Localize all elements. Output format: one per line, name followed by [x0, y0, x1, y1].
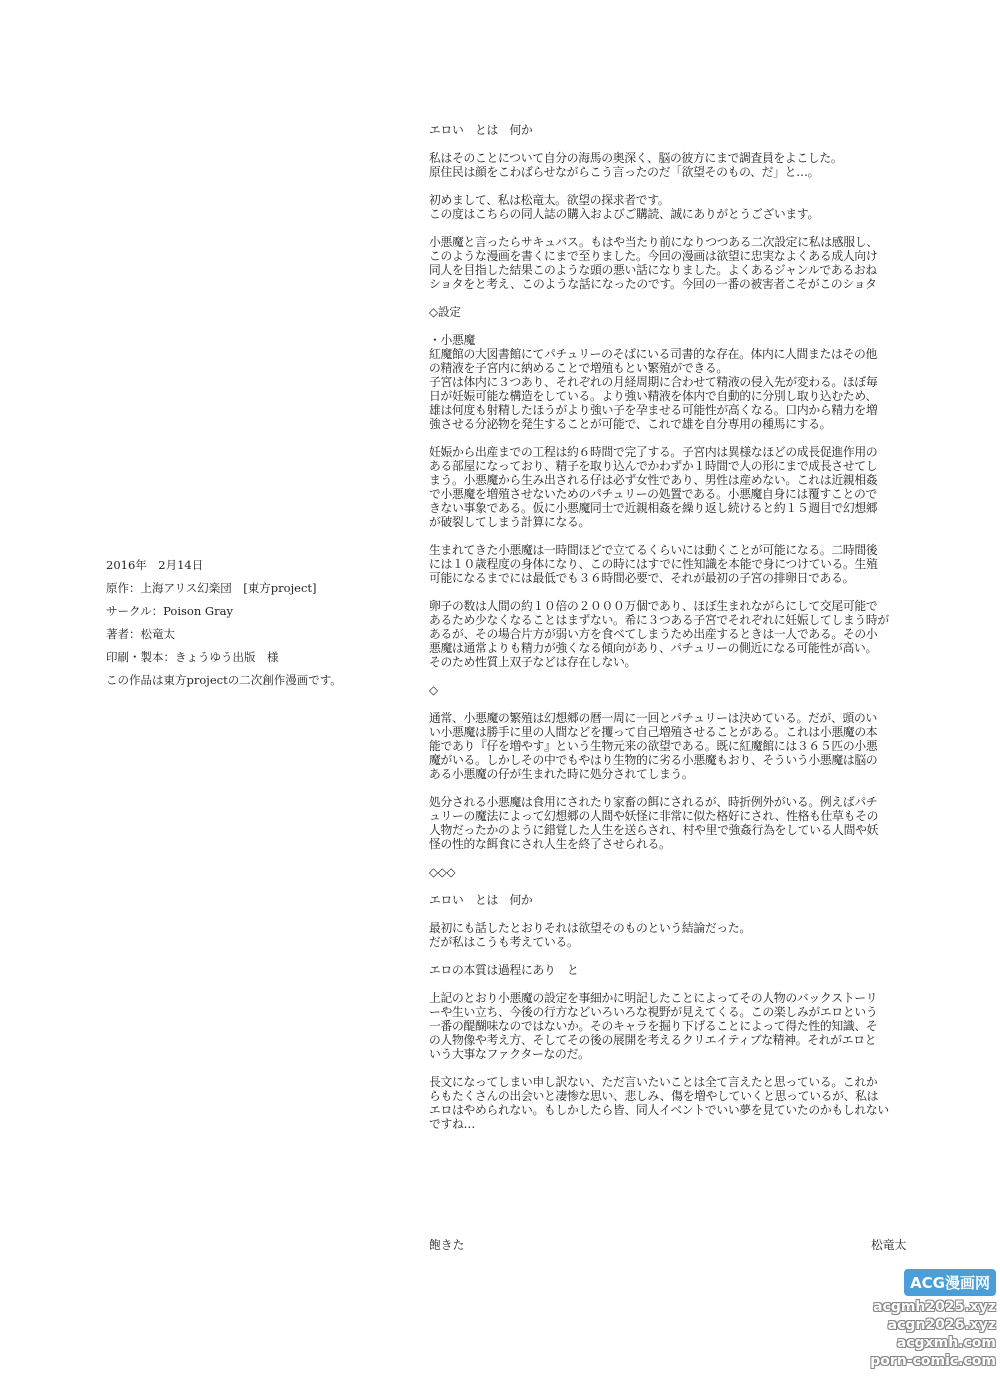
- text-line: 能であり『仔を増やす』という生物元来の欲望である。既に紅魔館には３６５匹の小悪: [429, 739, 878, 753]
- paragraph: [429, 599, 919, 669]
- text-line: い小悪魔は勝手に里の人間などを攫って自己増殖させることがある。これは小悪魔の本: [429, 725, 878, 739]
- text-line: だが私はこうも考えている。: [429, 935, 579, 949]
- text-line: エロい とは 何か: [429, 893, 533, 907]
- paragraph: [429, 333, 919, 431]
- watermark-url: acgmh2025.xyz: [873, 1299, 996, 1315]
- paragraph: [429, 991, 919, 1061]
- text-line: 子宮は体内に３つあり、それぞれの月経周期に合わせて精液の侵入先が変わる。ほぼ毎: [429, 375, 878, 389]
- text-line: ◇◇◇: [429, 865, 456, 879]
- text-line: 雄は何度も射精したほうがより強い子を孕ませる可能性が高くなる。口内から精力を増: [429, 403, 878, 417]
- paragraph: [429, 963, 919, 977]
- signoff-author: 松竜太: [871, 1238, 907, 1252]
- text-line: エロはやめられない。もしかしたら皆、同人イベントでいい夢を見ていたのかもしれない: [429, 1103, 889, 1117]
- paragraph: [429, 305, 919, 319]
- text-line: エロの本質は過程にあり と: [429, 963, 579, 977]
- text-line: 人物だったかのように錯覚した人生を送らされ、村や里で強姦行為をしている人間や妖: [429, 823, 879, 837]
- text-line: 可能になるまでには最低でも３６時間必要で、それが最初の子宮の排卵日である。: [429, 571, 855, 585]
- text-line: あるため少なくなることはまずない。希に３つある子宮でそれぞれに妊娠してしまう時が: [429, 613, 889, 627]
- text-line: 初めまして、私は松竜太。欲望の探求者です。: [429, 193, 670, 207]
- paragraph: [429, 865, 919, 879]
- text-line: が破裂してしまう計算になる。: [429, 515, 590, 529]
- paragraph: [429, 893, 919, 907]
- paragraph: [429, 711, 919, 781]
- text-line: 私はそのことについて自分の海馬の奥深く、脳の彼方にまで調査員をよこした。: [429, 151, 843, 165]
- text-line: ですね…: [429, 1117, 475, 1131]
- text-line: あるが、その場合片方が弱い方を食べてしまうため出産するときは一人である。その小: [429, 627, 878, 641]
- text-line: きない事象である。仮に小悪魔同士で近親相姦を繰り返し続けると約１５週目で幻想郷: [429, 501, 878, 515]
- text-line: 卵子の数は人間の約１０倍の２０００万個であり、ほぼ生まれながらにして交尾可能で: [429, 599, 878, 613]
- text-line: の人物像や考え方、そしてその後の展開を考えるクリエイティブな精神。それがエロと: [429, 1033, 877, 1047]
- text-line: まう。小悪魔から生み出される仔は必ず女性であり、男性は産めない。これは近親相姦: [429, 473, 878, 487]
- text-line: で小悪魔を増殖させないためのパチュリーの処置である。小悪魔自身には覆すことので: [429, 487, 878, 501]
- text-line: 怪の性的な餌食にされ人生を終了させられる。: [429, 837, 671, 851]
- colophon-original: 原作：上海アリス幻楽団 [東方project]: [106, 581, 317, 595]
- text-line: 紅魔館の大図書館にてパチュリーのそばにいる司書的な存在。体内に人間またはその他: [429, 347, 878, 361]
- watermark-url: acgxmh.com: [896, 1335, 996, 1351]
- text-line: 生まれてきた小悪魔は一時間ほどで立てるくらいには動くことが可能になる。二時間後: [429, 543, 878, 557]
- colophon-circle: サークル：Poison Gray: [106, 604, 233, 618]
- text-line: 強させる分泌物を発生することが可能で、これで雄を自分専用の種馬にする。: [429, 417, 832, 431]
- text-line: 妊娠から出産までの工程は約６時間で完了する。子宮内は異様なほどの成長促進作用の: [429, 445, 878, 459]
- text-line: ある小悪魔の仔が生まれた時に処分されてしまう。: [429, 767, 694, 781]
- text-line: いう大事なファクターなのだ。: [429, 1047, 590, 1061]
- paragraph: [429, 193, 919, 221]
- text-line: ・小悪魔: [429, 333, 475, 347]
- text-line: 魔がいる。しかしその中でもやはり生物的に劣る小悪魔もおり、そういう小悪魔は脳の: [429, 753, 878, 767]
- watermark-url: porn-comic.com: [870, 1353, 996, 1369]
- text-line: 上記のとおり小悪魔の設定を事細かに明記したことによってその人物のバックストーリ: [429, 991, 878, 1005]
- text-line: ーや生い立ち、今後の行方などいろいろな視野が見えてくる。この楽しみがエロという: [429, 1005, 878, 1019]
- paragraph: [429, 445, 919, 529]
- text-line: 処分される小悪魔は食用にされたり家畜の餌にされるが、時折例外がいる。例えばパチ: [429, 795, 878, 809]
- paragraph: [429, 123, 919, 137]
- text-line: そのため性質上双子などは存在しない。: [429, 655, 636, 669]
- watermark-logo: ACG漫画网: [904, 1269, 996, 1296]
- paragraph: [429, 543, 919, 585]
- text-line: ショタをと考え、このような話になったのです。今回の一番の被害者こそがこのショタ: [429, 277, 877, 291]
- text-line: 一番の醍醐味なのではないか。そのキャラを掘り下げることによって得た性的知識、そ: [429, 1019, 878, 1033]
- colophon-note: この作品は東方projectの二次創作漫画です。: [106, 673, 342, 687]
- paragraph: [429, 683, 919, 697]
- site-watermark: [866, 1269, 996, 1399]
- text-line: 悪魔は通常よりも精力が強くなる傾向があり、パチュリーの側近になる可能性が高い。: [429, 641, 878, 655]
- text-line: この度はこちらの同人誌の購入およびご購読、誠にありがとうございます。: [429, 207, 819, 221]
- text-line: 小悪魔と言ったらサキュバス。もはや当たり前になりつつある二次設定に私は感服し、: [429, 235, 878, 249]
- paragraph: [429, 921, 919, 949]
- paragraph: [429, 1075, 919, 1131]
- text-line: このような漫画を書くにまで至りました。今回の漫画は欲望に忠実なよくある成人向け: [429, 249, 878, 263]
- text-line: ュリーの魔法によって幻想郷の人間や妖怪に非常に似た格好にされ、性格も仕草もその: [429, 809, 879, 823]
- text-line: エロい とは 何か: [429, 123, 533, 137]
- paragraph: [429, 235, 919, 291]
- text-line: 通常、小悪魔の繁殖は幻想郷の暦一周に一回とパチュリーは決めている。だが、頭のい: [429, 711, 878, 725]
- text-line: には１０歳程度の身体になり、この時にはすでに性知識を本能で身につけている。生殖: [429, 557, 878, 571]
- text-line: 日が妊娠可能な構造をしている。より強い精液を体内で自動的に分別し取り込むため、: [429, 389, 877, 403]
- colophon: [106, 558, 396, 696]
- paragraph: [429, 795, 919, 851]
- paragraph: [429, 151, 919, 179]
- text-line: ◇設定: [429, 305, 461, 319]
- text-line: の精液を子宮内に納めることで増殖もとい繁殖ができる。: [429, 361, 728, 375]
- text-line: 同人を目指した結果このような頭の悪い話になりました。よくあるジャンルであるおね: [429, 263, 877, 277]
- colophon-author: 著者：松竜太: [106, 627, 175, 641]
- text-line: ◇: [429, 683, 438, 697]
- colophon-printer: 印刷・製本：きょうゆう出版 様: [106, 650, 279, 664]
- text-line: 原住民は顔をこわばらせながらこう言ったのだ「欲望そのもの、だ」と…。: [429, 165, 820, 179]
- text-line: 長文になってしまい申し訳ない、ただ言いたいことは全て言えたと思っている。これか: [429, 1075, 878, 1089]
- watermark-url: acgn2026.xyz: [887, 1317, 996, 1333]
- text-line: ある部屋になっており、精子を取り込んでかわずか１時間で人の形にまで成長させてし: [429, 459, 878, 473]
- colophon-date: 2016年 2月14日: [106, 558, 204, 572]
- afterword-text: [429, 123, 919, 1145]
- text-line: らもたくさんの出会いと凄惨な思い、悲しみ、傷を増やしていくと思っているが、私は: [429, 1089, 879, 1103]
- signoff-left: 飽きた: [429, 1238, 465, 1252]
- text-line: 最初にも話したとおりそれは欲望そのものという結論だった。: [429, 921, 751, 935]
